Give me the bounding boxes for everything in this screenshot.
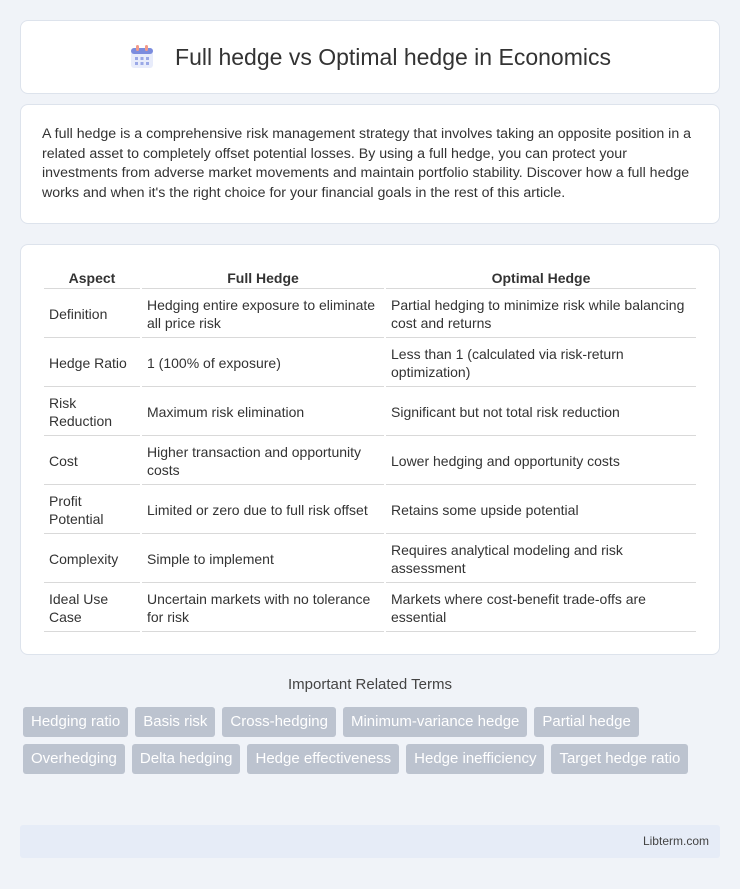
cell-aspect: Complexity	[44, 536, 140, 583]
cell-optimal-hedge: Retains some upside potential	[386, 487, 696, 534]
related-term-tag[interactable]: Target hedge ratio	[551, 744, 688, 774]
cell-aspect: Ideal Use Case	[44, 585, 140, 632]
footer-site-link[interactable]: Libterm.com	[642, 834, 709, 848]
footer	[20, 825, 720, 858]
related-terms-title: Important Related Terms	[288, 676, 452, 693]
cell-full-hedge: Simple to implement	[142, 536, 384, 583]
comparison-card	[20, 244, 720, 655]
cell-aspect: Definition	[44, 291, 140, 338]
cell-full-hedge: 1 (100% of exposure)	[142, 340, 384, 387]
cell-optimal-hedge: Partial hedging to minimize risk while balancing cost and returns	[386, 291, 696, 338]
cell-full-hedge: Maximum risk elimination	[142, 389, 384, 436]
related-term-tag[interactable]: Hedge effectiveness	[247, 744, 399, 774]
header-card	[20, 20, 720, 94]
cell-full-hedge: Uncertain markets with no tolerance for risk	[142, 585, 384, 632]
related-term-tag[interactable]: Cross-hedging	[222, 707, 336, 737]
intro-text: A full hedge is a comprehensive risk management strategy that involves taking an opposite position in a related asset to completely offset potential losses. By using a full hedge, you can protect your investments from adverse market movements and maintain portfolio stability. Discover how a full hedge works and when it's the right choice for your financial goals in the rest of this article.	[42, 126, 692, 201]
cell-aspect: Cost	[44, 438, 140, 485]
header-optimal-hedge: Optimal Hedge	[386, 267, 696, 289]
page-title: Full hedge vs Optimal hedge in Economics	[175, 43, 611, 70]
cell-optimal-hedge: Requires analytical modeling and risk assessment	[386, 536, 696, 583]
related-term-tag[interactable]: Overhedging	[23, 744, 125, 774]
header-full-hedge: Full Hedge	[142, 267, 384, 289]
cell-full-hedge: Hedging entire exposure to eliminate all price risk	[142, 291, 384, 338]
cell-optimal-hedge: Lower hedging and opportunity costs	[386, 438, 696, 485]
cell-aspect: Risk Reduction	[44, 389, 140, 436]
related-term-tag[interactable]: Partial hedge	[534, 707, 638, 737]
related-term-tag[interactable]: Delta hedging	[132, 744, 241, 774]
related-term-tag[interactable]: Minimum-variance hedge	[343, 707, 527, 737]
table-row	[44, 340, 696, 387]
table-row	[44, 585, 696, 632]
related-term-tag[interactable]: Basis risk	[135, 707, 215, 737]
comparison-table	[42, 265, 698, 634]
cell-optimal-hedge: Markets where cost-benefit trade-offs are essential	[386, 585, 696, 632]
cell-aspect: Profit Potential	[44, 487, 140, 534]
table-row	[44, 291, 696, 338]
table-row	[44, 389, 696, 436]
intro-card	[20, 104, 720, 224]
cell-optimal-hedge: Significant but not total risk reduction	[386, 389, 696, 436]
cell-optimal-hedge: Less than 1 (calculated via risk-return optimization)	[386, 340, 696, 387]
calendar-icon	[129, 44, 155, 70]
cell-full-hedge: Higher transaction and opportunity costs	[142, 438, 384, 485]
cell-full-hedge: Limited or zero due to full risk offset	[142, 487, 384, 534]
related-terms-list	[23, 707, 723, 781]
cell-aspect: Hedge Ratio	[44, 340, 140, 387]
related-term-tag[interactable]: Hedge inefficiency	[406, 744, 544, 774]
table-row	[44, 487, 696, 534]
table-row	[44, 536, 696, 583]
related-term-tag[interactable]: Hedging ratio	[23, 707, 128, 737]
table-header-row	[44, 267, 696, 289]
table-row	[44, 438, 696, 485]
header-aspect: Aspect	[44, 267, 140, 289]
